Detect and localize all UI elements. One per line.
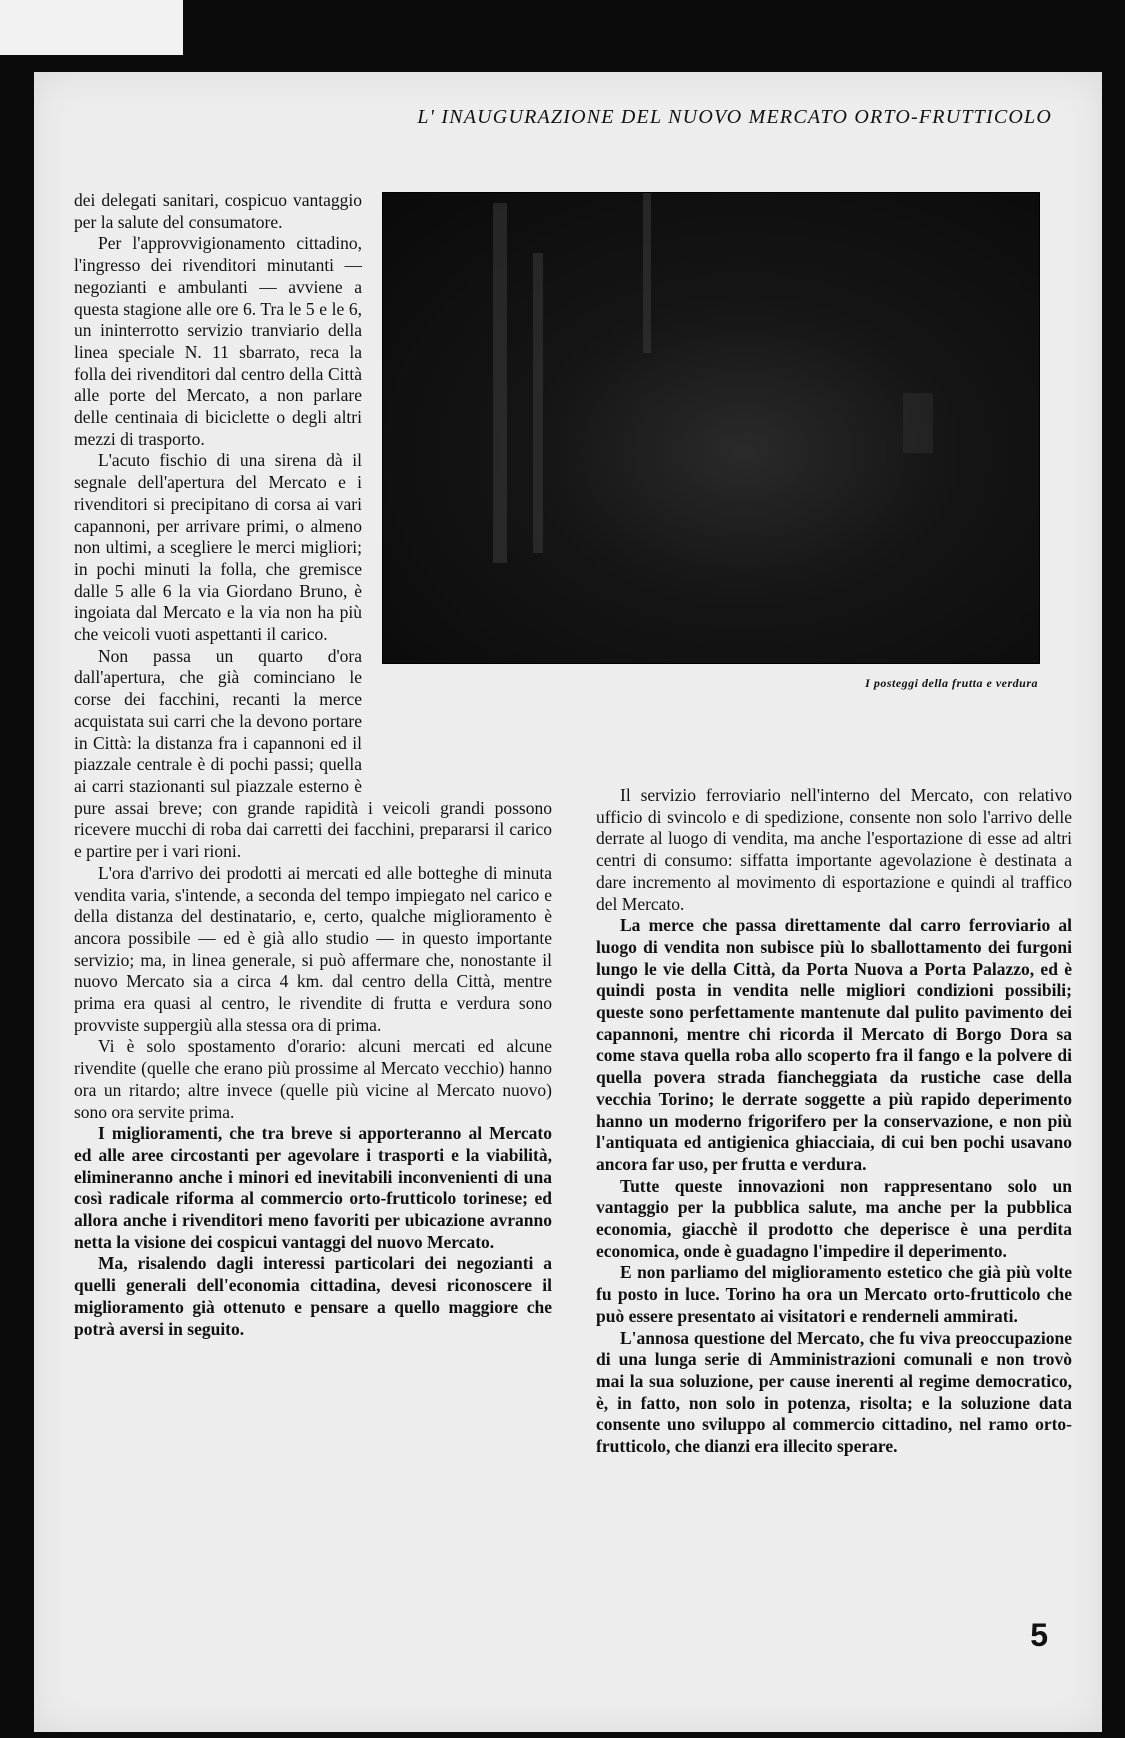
paragraph: dei delegati sanitari, cospicuo vantaggio per la salute del consumatore. [74,190,362,232]
page-number: 5 [1030,1617,1048,1653]
scan-edge-tab [0,0,183,55]
paragraph: L'ora d'arrivo dei prodotti ai mercati ed alle botteghe di minuta vendita varia, s'intende, a seconda del tempo impiegato nel carico e della distanza del destinatario, e, certo, qualche miglioramento è ancora possibile — ed è già allo studio — in questo importante servizio; ma, in linea generale, si può affermare che, nonostante il nuovo Mercato sia a circa 4 km. dal centro della Città, mentre prima era quasi al centro, le rivendite di frutta e verdura sono provviste suppergiù alla stessa ora di prima. [74,862,552,1035]
paragraph: L'annosa questione del Mercato, che fu viva preoccupazione di una lunga serie di Amministrazioni comunali e non trovò mai la sua soluzione, per cause inerenti al regime democratico, è, in fatto, non solo in potenza, risolta; e la soluzione data consente uno sviluppo al commercio cittadino, nel ramo orto-frutticolo, che dianzi era illecito sperare. [596,1327,1072,1457]
photo-caption: I posteggi della frutta e verdura [865,676,1038,690]
paragraph: L'acuto fischio di una sirena dà il segnale dell'apertura del Mercato e i rivenditori si precipitano di corsa ai vari capannoni, per arrivare primi, o almeno non ultimi, a scegliere le merci migliori; in pochi minuti la folla, che gremisce dalle 5 alle 6 la via Giordano Bruno, è ingoiata dal Mercato e la via non ha più che veicoli vuoti aspettanti il carico. [74,450,362,645]
photo-figure [903,393,933,453]
photo-space [362,190,552,790]
magazine-page [34,72,1102,1732]
paragraph: Ma, risalendo dagli interessi particolari dei negozianti a quelli generali dell'economia cittadina, devesi riconoscere il miglioramento già ottenuto e pensare a quello maggiore che potrà aversi in seguito. [74,1253,552,1339]
paragraph: E non parliamo del miglioramento estetico che già più volte fu posto in luce. Torino ha ora un Mercato orto-frutticolo che può essere presentato ai visitatori e renderneli ammirati. [596,1262,1072,1326]
paragraph: Tutte queste innovazioni non rappresentano solo un vantaggio per la pubblica salute, ma anche per la pubblica economia, giacchè il prodotto che deperisce è una perdita economica, onde è guadagno l'impedire il deperimento. [596,1175,1072,1261]
paragraph: Non passa un quarto d'ora dall'apertura, che già cominciano le corse dei facchini, recanti la merce acquistata sui carri che la devono portare in Città: la distanza fra i capannoni ed il piazzale centrale è di pochi passi; quella ai carri stazionanti sul piazzale esterno è pure assai breve; con grande rapidità i veicoli grandi possono ricevere mucchi di roba dai carretti dei facchini, prepararsi il carico e partire per i vari rioni. [74,645,552,862]
paragraph: Vi è solo spostamento d'orario: alcuni mercati ed alcune rivendite (quelle che erano più prossime al Mercato vecchio) hanno ora un ritardo; altre invece (quelle più vicine al Mercato nuovo) sono ora servite prima. [74,1036,552,1122]
paragraph: Il servizio ferroviario nell'interno del Mercato, con relativo ufficio di svincolo e di spedizione, consente non solo l'arrivo delle derrate al luogo di vendita, ma anche l'esportazione di esse ad altri centri di consumo: siffatta importante agevolazione è destinata a dare incremento al movimento di esportazione e quindi al traffico del Mercato. [596,785,1072,914]
photo-shelf [643,193,651,353]
paragraph: I miglioramenti, che tra breve si apporteranno al Mercato ed alle aree circostanti per agevolare i trasporti e la viabilità, elimineranno anche i minori ed inevitabili inconvenienti di una così radicale riforma al commercio orto-frutticolo torinese; ed allora anche i rivenditori meno favoriti per ubicazione avranno netta la visione dei cospicui vantaggi del nuovo Mercato. [74,1123,552,1252]
right-column [596,785,1072,1458]
left-column [74,190,552,1340]
paragraph: La merce che passa direttamente dal carro ferroviario al luogo di vendita non subisce più lo sballottamento dei furgoni lungo le vie della Città, da Porta Nuova a Porta Palazzo, ed è quindi posta in vendita nelle migliori condizioni possibili; queste sono perfettamente mantenute dal pulito pavimento dei capannoni, mentre chi ricorda il Mercato di Borgo Dora sa come stava quella roba allo scoperto fra il fango e la polvere di quella povera strada fiancheggiata da rustiche case della vecchia Torino; le derrate soggette a più rapido deperimento hanno un moderno frigorifero per la conservazione, e non più l'antiquata ed antigienica ghiacciaia, di cui ben pochi usavano ancora far uso, per frutta e verdura. [596,915,1072,1174]
running-header: L' INAUGURAZIONE DEL NUOVO MERCATO ORTO-FRUTTICOLO [417,106,1052,128]
paragraph: Per l'approvvigionamento cittadino, l'ingresso dei rivenditori minutanti — negozianti e ambulanti — avviene a questa stagione alle ore 6. Tra le 5 e le 6, un ininterrotto servizio tranviario della linea speciale N. 11 sbarrato, reca la folla dei rivenditori dal centro della Città alle porte del Mercato, a non parlare delle centinaia di biciclette o degli altri mezzi di trasporto. [74,233,362,449]
